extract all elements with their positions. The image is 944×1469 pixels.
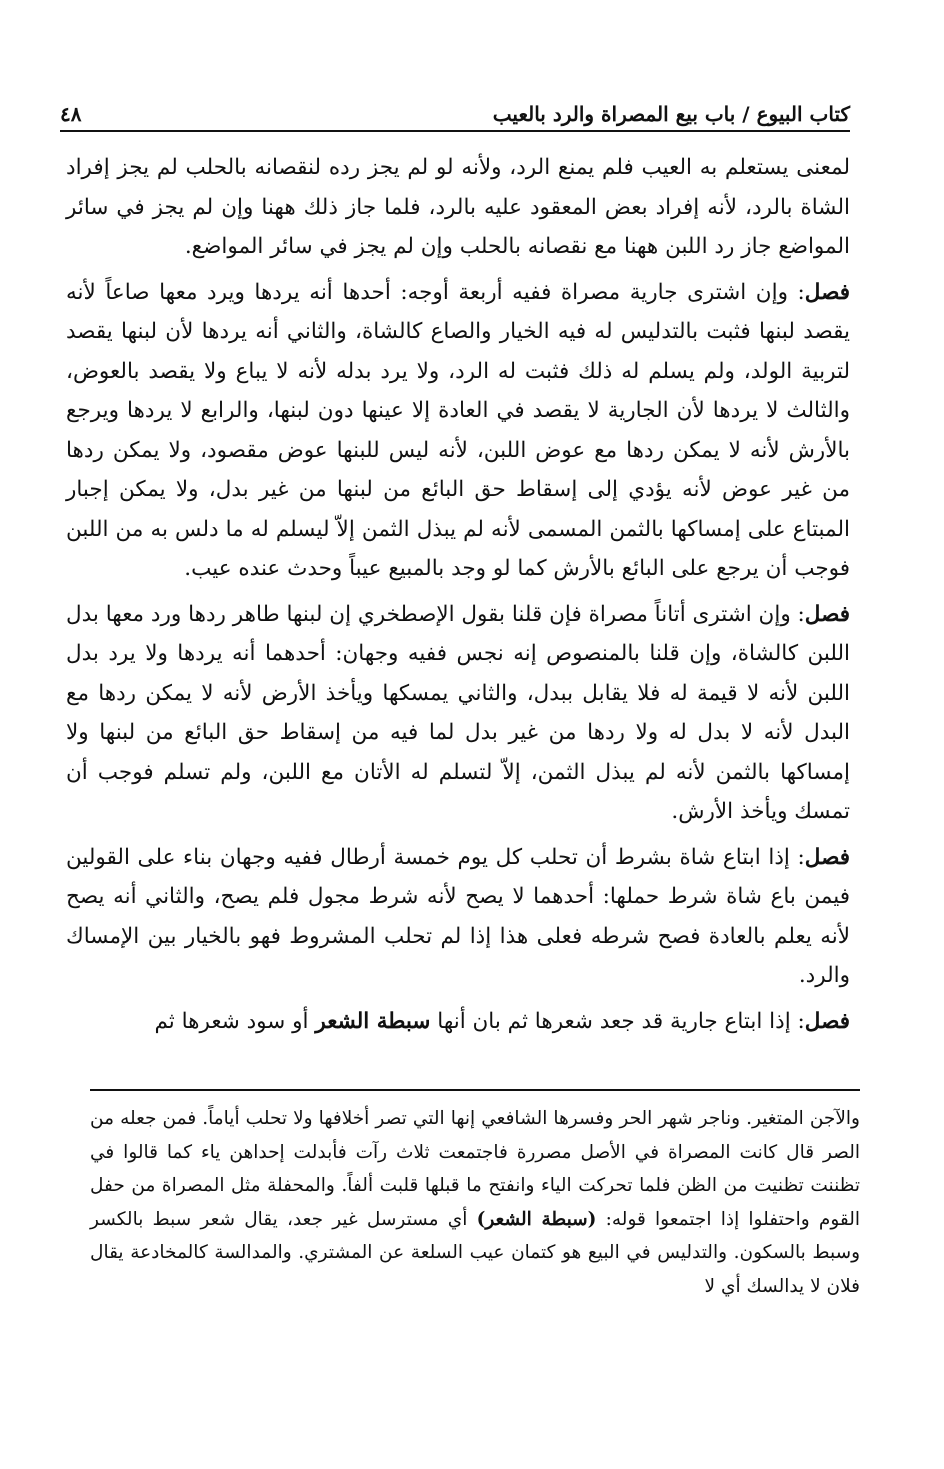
paragraph-4: [66, 838, 850, 996]
paragraph-3: [66, 595, 850, 832]
section-label: فصل: [804, 1008, 850, 1034]
emphasized-phrase: سبطة الشعر: [315, 1008, 431, 1034]
paragraph-text: : إذا ابتاع شاة بشرط أن تحلب كل يوم خمسة أرطال ففيه وجهان بناء على القولين فيمن باع شاة شرط حملها: أحدهما لا يصح لأنه شرط مجول فلم يصح، والثاني أنه يصح لأنه يعلم بالعادة فصح شرطه فعلى هذا إذا لم تحلب المشروط فهو بالخيار بين الإمساك والرد.: [66, 844, 850, 988]
section-label: فصل: [804, 279, 850, 305]
footnote-keyword: (سبطة الشعر): [476, 1208, 597, 1230]
paragraph-text: أو سود شعرها ثم: [154, 1008, 309, 1034]
footnote-text: أي مسترسل غير جعد، يقال شعر سبط بالكسر وسبط بالسكون. والتدليس في البيع هو كتمان عيب السلعة عن المشتري. والمدالسة كالمخادعة يقال فلان لا يدالسك أي لا: [90, 1208, 860, 1297]
section-label: فصل: [804, 844, 850, 870]
section-label: فصل: [804, 601, 850, 627]
paragraph-text: : وإن اشترى أتاناً مصراة فإن قلنا بقول الإصطخري إن لبنها طاهر ردها ورد معها بدل اللبن كالشاة، وإن قلنا بالمنصوص إنه نجس ففيه وجهان: أحدهما أنه يردها ولا يرد بدل اللبن لأنه لا قيمة له فلا يقابل ببدل، والثاني يمسكها ويأخذ الأرض لأنه لا يمكن ردها مع البدل لأنه لا بدل له ولا ردها من غير بدل لما فيه من إسقاط حق البائع من لبنها ولا إمساكها بالثمن لأنه لم يبذل الثمن، إلاّ لتسلم له الأتان مع اللبن، ولم تسلم فوجب أن تمسك ويأخذ الأرش.: [66, 601, 850, 824]
paragraph-5: [66, 1002, 850, 1042]
footnote-divider: [90, 1089, 860, 1091]
paragraph-text: : إذا ابتاع جارية قد جعد شعرها ثم بان أنها: [437, 1008, 805, 1034]
paragraph-2: [66, 273, 850, 589]
footnote-text: والآجن المتغير. وناجر شهر الحر وفسرها الشافعي إنها التي تصر أخلافها ولا تحلب أياماً. فمن جعله من الصر قال كانت المصراة في الأصل مصررة فاجتمعت ثلاث رآت فأبدلت إحداهن ياء كما قالوا في تظننت تظنيت من الظن فلما تحركت الياء وانفتح ما قبلها قلبت ألفاً. والمحفلة مثل المصراة من حفل القوم واحتفلوا إذا اجتمعوا قوله:: [90, 1108, 861, 1230]
paragraph-text: : وإن اشترى جارية مصراة ففيه أربعة أوجه: أحدها أنه يردها ويرد معها صاعاً لأنه يقصد لبنها فثبت بالتدليس له فيه الخيار والصاع كالشاة، والثاني أنه يردها لأن لبنها يقصد لتربية الولد، ولم يسلم له ذلك فثبت له الرد، ولا يرد بدله لأنه لا يباع ولا يقصد بالعوض، والثالث لا يردها لأن الجارية لا يقصد في العادة إلا عينها دون لبنها، والرابع لا يردها ويرجع بالأرش لأنه لا يمكن ردها مع عوض اللبن، لأنه ليس للبنها عوض مقصود، ولا يمكن ردها من غير عوض لأنه يؤدي إلى إسقاط حق البائع من لبنها من غير بدل، ولا يمكن إجبار المبتاع على إمساكها بالثمن المسمى لأنه لم يبذل الثمن إلاّ ليسلم له ما دلس به من اللبن فوجب أن يرجع على البائع بالأرش كما لو وجد بالمبيع عيباً وحدث عنده عيب.: [66, 279, 850, 581]
page-number: ٤٨: [60, 102, 82, 126]
running-title: كتاب البيوع / باب بيع المصراة والرد بالعيب: [492, 102, 850, 126]
header-divider: [60, 130, 850, 132]
main-body: [66, 148, 850, 1047]
paragraph-1: لمعنى يستعلم به العيب فلم يمنع الرد، ولأنه لو لم يجز رده لنقصانه بالحلب لم يجز إفراد الشاة بالرد، لأنه إفراد بعض المعقود عليه بالرد، فلما جاز ذلك ههنا وإن لم يجز في سائر المواضع جاز رد اللبن ههنا مع نقصانه بالحلب وإن لم يجز في سائر المواضع.: [66, 155, 850, 259]
footnotes: [90, 1102, 860, 1303]
page-header: [60, 92, 850, 126]
footnote-paragraph: [90, 1102, 860, 1303]
